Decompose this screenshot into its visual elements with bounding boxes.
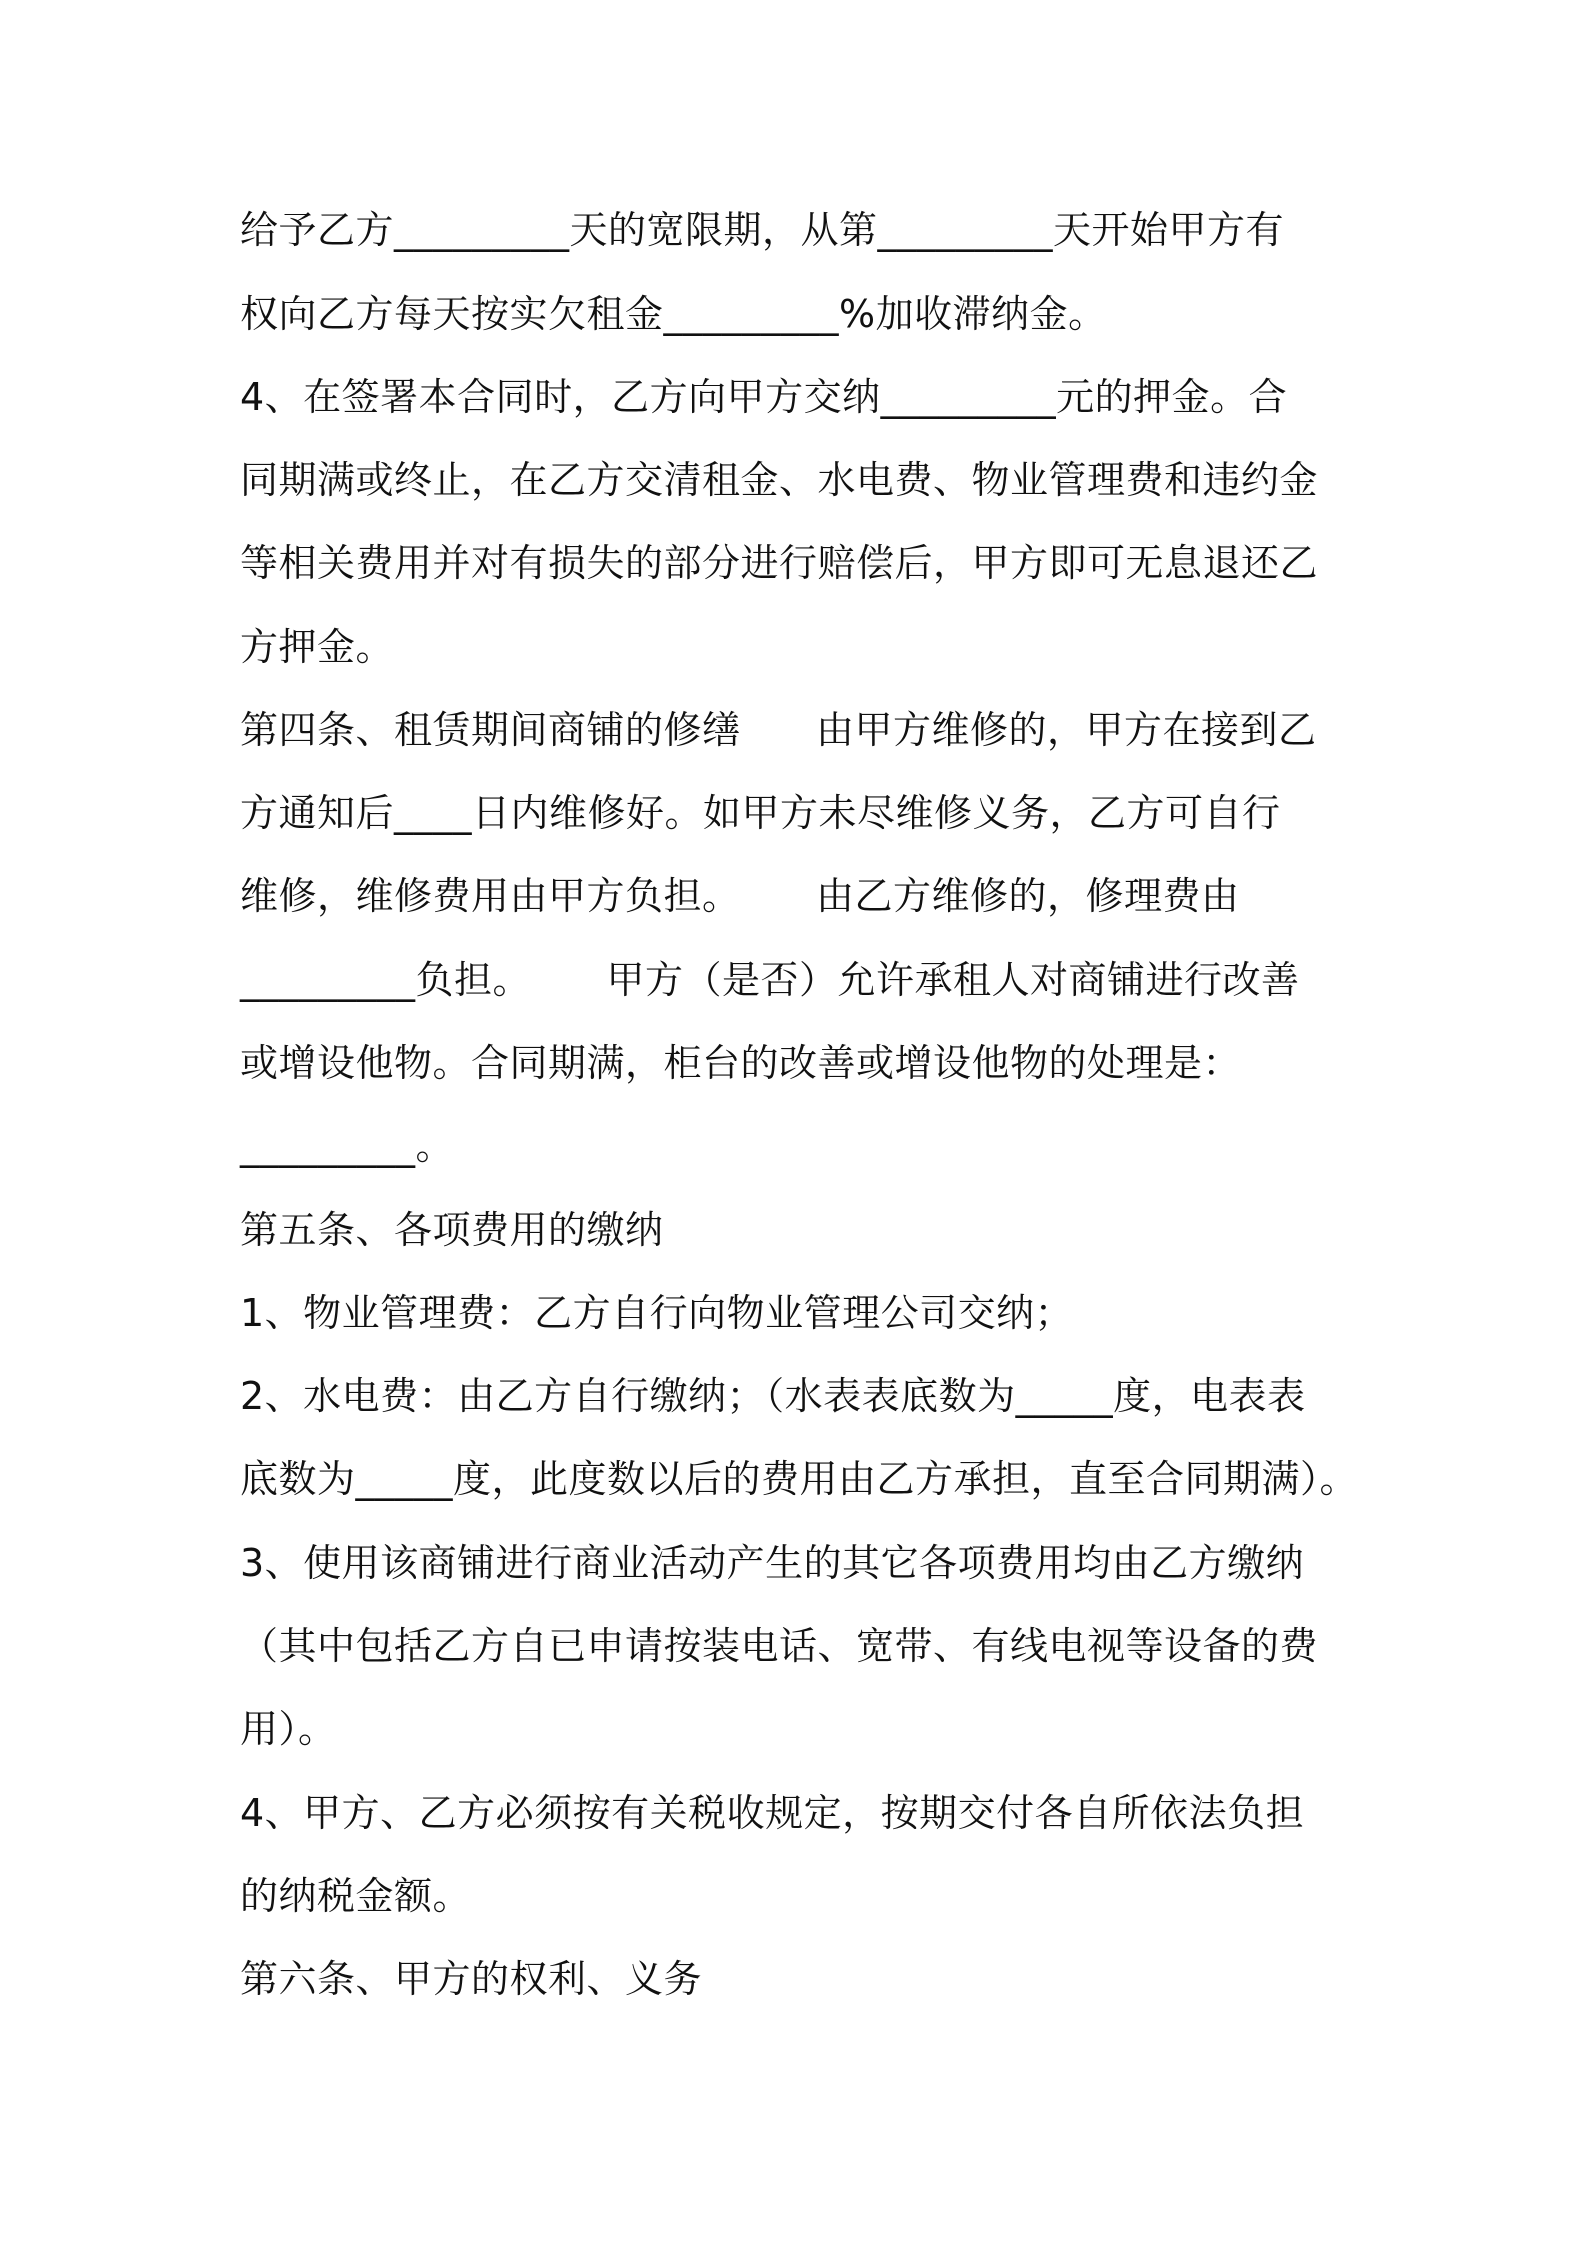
text-line: 等相关费用并对有损失的部分进行赔偿后，甲方即可无息退还乙 xyxy=(240,541,1319,585)
text-line: _________。 xyxy=(240,1124,455,1168)
text-line: 权向乙方每天按实欠租金_________%加收滞纳金。 xyxy=(240,292,1107,336)
text-line: 第六条、甲方的权利、义务 xyxy=(240,1957,703,2001)
text-line: 或增设他物。合同期满，柜台的改善或增设他物的处理是： xyxy=(240,1041,1242,1085)
text-line: 给予乙方_________天的宽限期，从第_________天开始甲方有 xyxy=(240,208,1285,252)
text-line: _________负担。 甲方（是否）允许承租人对商铺进行改善 xyxy=(240,958,1300,1002)
text-line: 第五条、各项费用的缴纳 xyxy=(240,1208,664,1252)
text-line: （其中包括乙方自已申请按装电话、宽带、有线电视等设备的费 xyxy=(240,1624,1319,1668)
text-line: 的纳税金额。 xyxy=(240,1874,472,1918)
text-line: 维修，维修费用由甲方负担。 由乙方维修的，修理费由 xyxy=(240,874,1240,918)
text-line: 同期满或终止，在乙方交清租金、水电费、物业管理费和违约金 xyxy=(240,458,1319,502)
text-line: 底数为_____度，此度数以后的费用由乙方承担，直至合同期满）。 xyxy=(240,1457,1359,1501)
text-line: 第四条、租赁期间商铺的修缮 由甲方维修的，甲方在接到乙 xyxy=(240,708,1317,752)
text-line: 方押金。 xyxy=(240,625,395,669)
text-line: 4、在签署本合同时，乙方向甲方交纳_________元的押金。合 xyxy=(240,375,1288,419)
text-line: 4、甲方、乙方必须按有关税收规定，按期交付各自所依法负担 xyxy=(240,1791,1305,1835)
text-line: 3、使用该商铺进行商业活动产生的其它各项费用均由乙方缴纳 xyxy=(240,1541,1305,1585)
text-line: 1、物业管理费：乙方自行向物业管理公司交纳； xyxy=(240,1291,1074,1335)
text-line: 2、水电费：由乙方自行缴纳；（水表表底数为_____度，电表表 xyxy=(240,1374,1306,1418)
text-line: 方通知后____日内维修好。如甲方未尽维修义务，乙方可自行 xyxy=(240,791,1281,835)
text-line: 用）。 xyxy=(240,1707,337,1751)
